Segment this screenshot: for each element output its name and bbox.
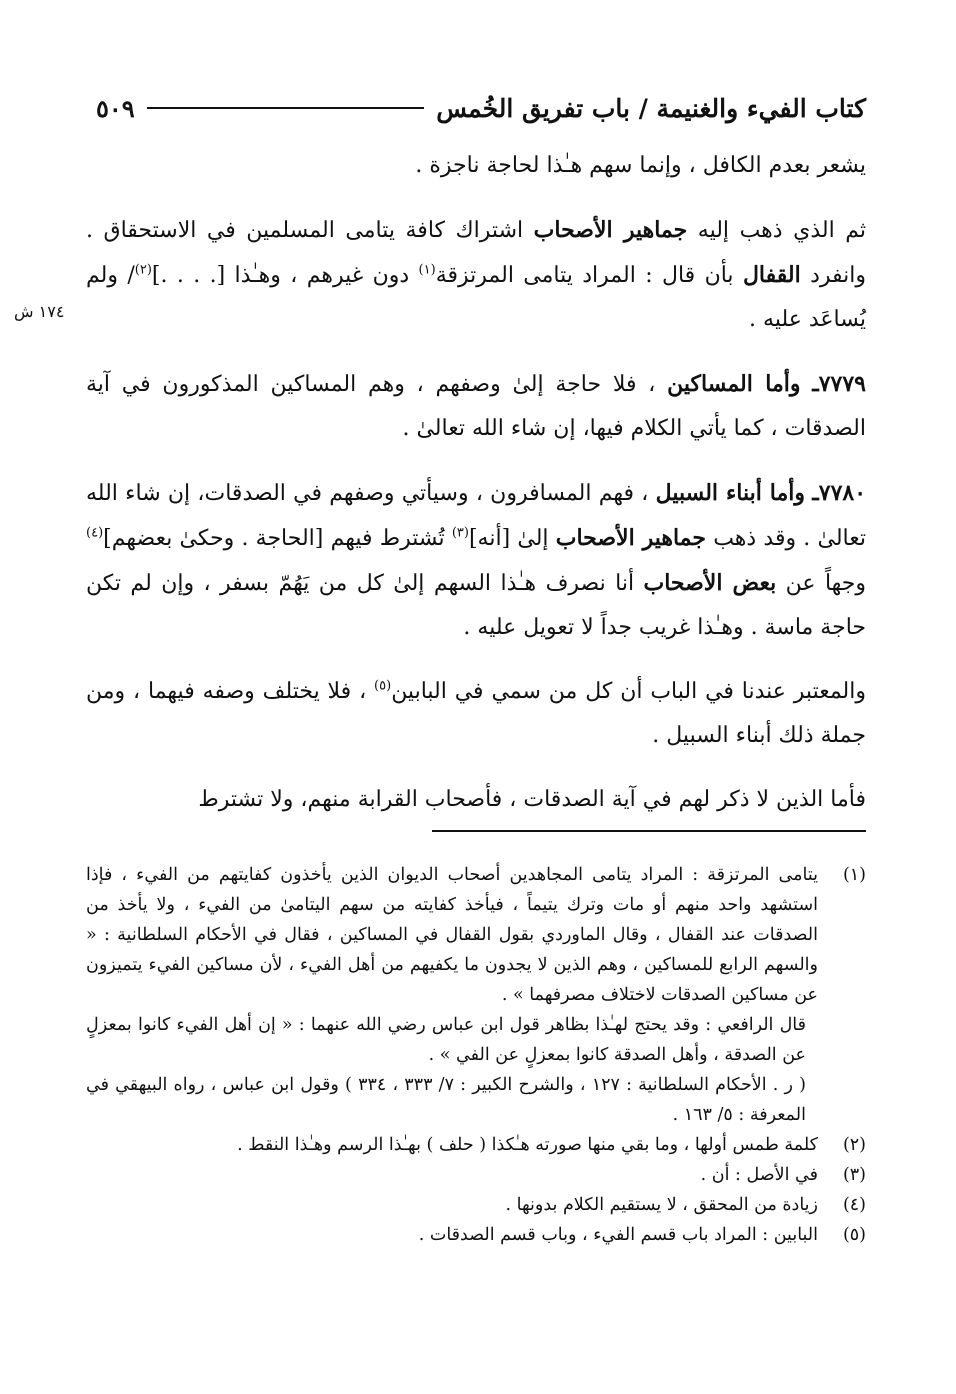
footnote-4 xyxy=(86,1190,866,1220)
footnote-ref-2[interactable]: (٢) xyxy=(134,262,152,278)
paragraph-continuation: يشعر بعدم الكافل ، وإنما سهم هـٰذا لحاجة ناجزة . xyxy=(415,153,866,178)
paragraph-7780: ٧٧٨٠ـ وأما أبناء السبيل ، فهم المسافرون ، وسيأتي وصفهم في الصدقات، إن شاء الله تعالىٰ . وقد ذهب جماهير الأصحاب إلىٰ [أنه]$^{(٣)}$ تُشترط فيهم [الحاجة . وحكىٰ بعضهم]$^{(٤)}$ وجهاً عن بعض الأصحاب أنا نصرف هـٰذا السهم إلىٰ كل من يَهُمّ بسفر ، وإن لم تكن حاجة ماسة . وهـٰذا غريب جداً لا تعويل عليه . xyxy=(86,480,867,640)
paragraph-7779: ٧٧٧٩ـ وأما المساكين ، فلا حاجة إلىٰ وصفهم ، وهم المساكين المذكورون في آية الصدقات ، كما يأتي الكلام فيها، إن شاء الله تعالىٰ . xyxy=(86,371,866,441)
footnote-number: (٤) xyxy=(842,1195,866,1215)
footnote-ref-3[interactable]: (٣) xyxy=(451,525,469,541)
footnote-ref-1[interactable]: (١) xyxy=(418,262,436,278)
footnote-text: زيادة من المحقق ، لا يستقيم الكلام بدونها . xyxy=(505,1195,818,1215)
emphasis-some-companions: بعض الأصحاب xyxy=(643,570,777,596)
footnote-separator xyxy=(432,830,866,832)
paragraph-number: ٧٧٨٠ـ xyxy=(812,480,867,506)
paragraph-lead: وأما المساكين xyxy=(667,371,801,397)
main-text xyxy=(86,144,866,822)
footnote-text: يتامى المرتزقة : المراد يتامى المجاهدين أصحاب الديوان الذين يأخذون كفايتهم من الفيء ، فإذا استشهد واحد منهم أو مات وترك يتيماً ، فيأخذ كفايته من سهم اليتامىٰ من الفيء ، ولا يأخذ من الصدقات عند القفال ، وقال الماوردي بقول القفال في المساكين ، فقال في الأحكام السلطانية : « والسهم الرابع للمساكين ، وهم الذين لا يجدون ما يكفيهم من أهل الفيء ، لأن مساكين الفيء يتميزون عن مساكين الصدقات لاختلاف مصرفهما » . xyxy=(86,865,818,1005)
footnote-text: في الأصل : أن . xyxy=(700,1165,818,1185)
page-header xyxy=(96,88,866,128)
page-number: ٥٠٩ xyxy=(96,93,135,123)
footnote-text: قال الرافعي : وقد يحتج لهـٰذا بظاهر قول ابن عباس رضي الله عنهما : « إن أهل الفيء كانوا بمعزلٍ عن الصدقة ، وأهل الصدقة كانوا بمعزلٍ عن الفي » . xyxy=(86,1015,806,1065)
header-rule xyxy=(147,107,425,109)
footnote-number: (٢) xyxy=(842,1135,866,1155)
footnote-5 xyxy=(86,1220,866,1250)
footnote-text: ( ر . الأحكام السلطانية : ١٢٧ ، والشرح الكبير : ٧/ ٣٣٣ ، ٣٣٤ ) وقول ابن عباس ، رواه البيهقي في المعرفة : ٥/ ١٦٣ . xyxy=(86,1075,806,1125)
paragraph-orphans: ثم الذي ذهب إليه جماهير الأصحاب اشتراك كافة يتامى المسلمين في الاستحقاق . وانفرد القفال بأن قال : المراد يتامى المرتزقة$^{(١)}$ دون غيرهم ، وهـٰذا [. . . .]$^{(٢)}$/ ولم يُساعَد عليه . xyxy=(86,217,867,332)
paragraph-number: ٧٧٧٩ـ xyxy=(812,371,866,397)
margin-note: ١٧٤ ش xyxy=(14,302,65,321)
footnote-text: كلمة طمس أولها ، وما بقي منها صورته هـٰكذا ( حلف ) بهـٰذا الرسم وهـٰذا النقط . xyxy=(237,1135,818,1155)
footnote-ref-4[interactable]: (٤) xyxy=(86,525,104,541)
footnote-2 xyxy=(86,1130,866,1160)
footnote-3 xyxy=(86,1160,866,1190)
running-title: كتاب الفيء والغنيمة / باب تفريق الخُمس xyxy=(436,93,866,123)
emphasis-majority: جماهير الأصحاب xyxy=(555,525,706,551)
paragraph-relatives: فأما الذين لا ذكر لهم في آية الصدقات ، فأصحاب القرابة منهم، ولا تشترط xyxy=(198,787,866,812)
footnote-text: البابين : المراد باب قسم الفيء ، وباب قسم الصدقات . xyxy=(418,1225,818,1245)
footnotes xyxy=(86,860,866,1250)
emphasis-qaffal: القفال xyxy=(742,262,801,288)
footnote-1 xyxy=(86,860,866,1130)
footnote-number: (٣) xyxy=(842,1165,866,1185)
footnote-ref-5[interactable]: (٥) xyxy=(374,678,392,694)
emphasis-majority: جماهير الأصحاب xyxy=(533,217,688,243)
footnote-number: (٥) xyxy=(842,1225,866,1245)
paragraph-lead: وأما أبناء السبيل xyxy=(655,480,806,506)
footnote-number: (١) xyxy=(842,865,866,885)
paragraph-criterion: والمعتبر عندنا في الباب أن كل من سمي في البابين$^{(٥)}$ ، فلا يختلف وصفه فيهما ، ومن جملة ذلك أبناء السبيل . xyxy=(86,678,866,748)
